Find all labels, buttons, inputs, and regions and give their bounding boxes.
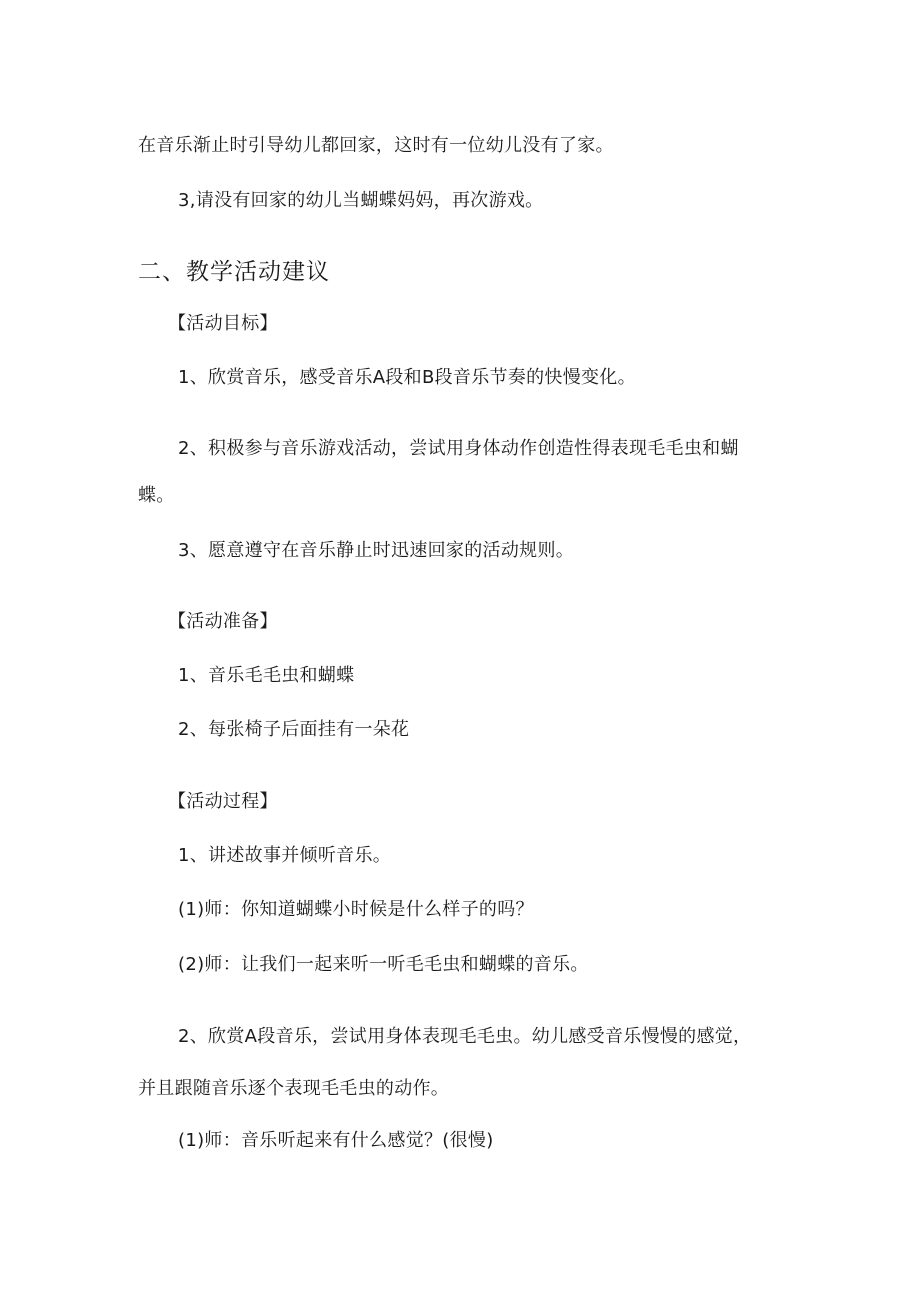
list-item: 2、欣赏A段音乐，尝试用身体表现毛毛虫。幼儿感受音乐慢慢的感觉， <box>178 1026 752 1047</box>
list-item: 1、欣赏音乐，感受音乐A段和B段音乐节奏的快慢变化。 <box>178 367 636 388</box>
section-heading: 二、教学活动建议 <box>138 259 330 285</box>
paragraph-line: 在音乐渐止时引导幼儿都回家，这时有一位幼儿没有了家。 <box>138 135 614 156</box>
list-item: 3、愿意遵守在音乐静止时迅速回家的活动规则。 <box>178 540 575 561</box>
subheading-preparation: 【活动准备】 <box>168 611 278 632</box>
paragraph-line: 3,请没有回家的幼儿当蝴蝶妈妈，再次游戏。 <box>178 190 544 211</box>
list-item: 2、积极参与音乐游戏活动，尝试用身体动作创造性得表现毛毛虫和蝴 <box>178 438 739 459</box>
sub-list-item: (1)师：你知道蝴蝶小时候是什么样子的吗？ <box>178 899 534 920</box>
list-item: 1、音乐毛毛虫和蝴蝶 <box>178 665 355 686</box>
sub-list-item: (2)师：让我们一起来听一听毛毛虫和蝴蝶的音乐。 <box>178 954 589 975</box>
subheading-process: 【活动过程】 <box>168 791 278 812</box>
list-item-continuation: 并且跟随音乐逐个表现毛毛虫的动作。 <box>138 1078 450 1099</box>
subheading-goals: 【活动目标】 <box>168 313 278 334</box>
sub-list-item: (1)师：音乐听起来有什么感觉？(很慢) <box>178 1130 494 1151</box>
list-item: 2、每张椅子后面挂有一朵花 <box>178 719 410 740</box>
list-item-continuation: 蝶。 <box>138 485 175 506</box>
list-item: 1、讲述故事并倾听音乐。 <box>178 845 392 866</box>
